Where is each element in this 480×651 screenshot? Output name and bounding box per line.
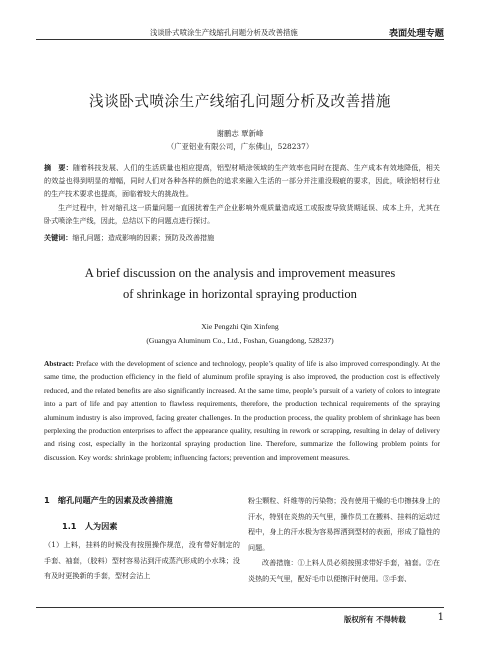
- footer-copyright: 版权所有 不得转载: [344, 615, 406, 624]
- english-affiliation: (Guangya Aluminum Co., Ltd., Foshan, Guangdong, 528237): [146, 336, 334, 345]
- header-rule: [36, 39, 444, 40]
- chinese-abstract-p1: [44, 163, 440, 198]
- english-title: [0, 263, 480, 305]
- left-column-paragraph: （1）上料，挂料的时候没有按照操作规范，没有带好制定的手套、袖套，（胶料）型材容易沾到汗成蒸汽形成的小水珠；没有及时更换新的手套，型材会沾上: [44, 540, 240, 581]
- english-abstract: [44, 357, 440, 464]
- abstract-label: 摘 要：: [44, 163, 73, 172]
- abstract-text-1: 随着科技发展、人们的生活质量也相应提高，铝型材喷涂领域的生产效率也同时在提高、生产成本有效地降低，相关的效益也得到明显的增幅，同时人们对各种各样的颜色的追求来融入生活的一部分并注重没瑕疵的要求，因此，喷涂铝材行业的生产技术要求也提高，面临着较大的挑战性。: [44, 163, 441, 199]
- english-title-line-1: A brief discussion on the analysis and improvement measures: [84, 266, 396, 280]
- english-abstract-label: Abstract:: [44, 359, 74, 368]
- chinese-abstract: [44, 161, 440, 227]
- chinese-authors: 谢鹏志 覃新峰: [216, 129, 264, 138]
- keywords-label: 关键词：: [44, 233, 73, 242]
- keywords-text: 缩孔问题；造成影响的因素；预防及改善措施: [72, 233, 215, 242]
- english-title-line-2: of shrinkage in horizontal spraying production: [123, 287, 357, 301]
- column-label: 表面处理专题: [388, 28, 444, 39]
- footer-rule: [36, 607, 444, 608]
- chinese-keywords: [44, 233, 440, 243]
- page-number: 1: [437, 612, 444, 623]
- chinese-title: 浅谈卧式喷涂生产线缩孔问题分析及改善措施: [89, 93, 391, 110]
- right-column-paragraph-1: 粉尘颗粒、纤维等的污染物；没有使用干燥的毛巾擦抹身上的汗水，特别在炎热的天气里，操作员工在搬料、挂料的运动过程中，身上的汗水极为容易挥洒到型材的表面，形成了隐性的问题。: [248, 496, 440, 552]
- right-column-paragraph-2: 改善措施：①上料人员必须按照求带好手套，袖套。②在炎热的天气里，配好毛巾以便擦汗时使用。③手套、: [248, 558, 440, 583]
- english-authors: Xie Pengzhi Qin Xinfeng: [201, 322, 279, 331]
- running-header-title: 浅谈卧式喷涂生产线缩孔问题分析及改善措施: [150, 28, 298, 37]
- chinese-affiliation: （广亚铝业有限公司，广东佛山，528237）: [166, 142, 314, 151]
- english-abstract-text: Preface with the development of science and technology, people’s quality of life is also improved correspondingly. At the same time, the production efficiency in the field of aluminum profile spraying is also improved, the production cost is effectively reduced, and the related benefits are also significantly increased. At the same time, people’s pursuit of a variety of colors to integrate into a part of life and pay attention to flawless requirements, therefore, the production technical requirements of the spraying aluminum industry is also improved, facing greater challenges. In the production process, the quality problem of shrinkage has been perplexing the production enterprises to affect the appearance quality, resulting in rework or scrapping, resulting in delay of delivery and rising cost, especially in the horizontal spraying production line. Therefore, summarize the following problem points for discussion. Key words: shrinkage problem; influencing factors; prevention and improvement measures.: [44, 359, 440, 462]
- section-1-heading: 1 缩孔问题产生的因素及改善措施: [44, 495, 173, 505]
- right-column: [248, 493, 440, 587]
- chinese-abstract-p2: 生产过程中，针对缩孔这一质量问题一直困扰着生产企业影响外观质量造成返工或报废导致货期延误、成本上升，尤其在卧式喷涂生产线，因此，总结以下的问题点进行探讨。: [44, 202, 440, 225]
- section-1-1-heading: 1.1 人为因素: [62, 521, 118, 531]
